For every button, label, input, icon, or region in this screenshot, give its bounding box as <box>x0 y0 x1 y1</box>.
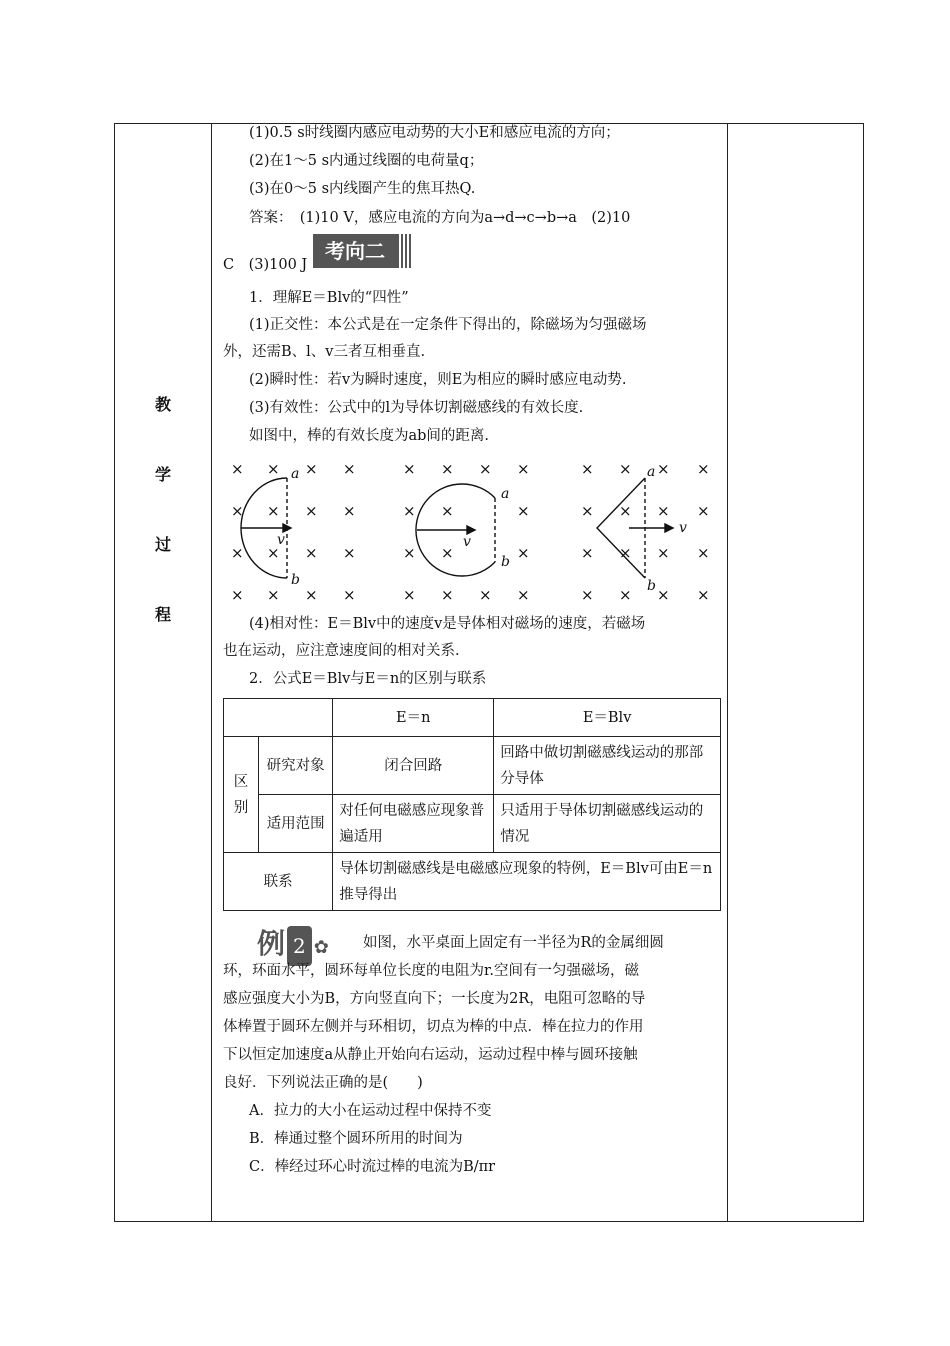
cross-mark: × <box>403 502 416 520</box>
label-a: a <box>501 486 510 502</box>
label-v: v <box>463 534 471 550</box>
table-header-cell: E＝n <box>333 699 494 737</box>
side-label-char-2: 学 <box>154 465 171 484</box>
cross-mark: × <box>657 544 670 562</box>
lesson-table-frame <box>114 123 864 1222</box>
example-line: 良好．下列说法正确的是( ) <box>223 1075 423 1091</box>
example-line: 如图，水平桌面上固定有一半径为R的金属细圆 <box>363 935 664 951</box>
cross-mark: × <box>343 586 356 604</box>
cross-mark: × <box>581 544 594 562</box>
cross-mark: × <box>517 502 530 520</box>
table-cell: 对任何电磁感应现象普遍适用 <box>333 795 494 853</box>
option-a: A．拉力的大小在运动过程中保持不变 <box>249 1103 492 1119</box>
cross-mark: × <box>267 544 280 562</box>
table-row-group-label: 区别 <box>224 737 259 853</box>
example-line: 环，环面水平，圆环每单位长度的电阻为r.空间有一匀强磁场，磁 <box>223 963 639 979</box>
paragraph-line: (1)正交性：本公式是在一定条件下得出的，除磁场为匀强磁场 <box>249 317 647 333</box>
label-a: a <box>647 464 656 480</box>
cross-mark: × <box>697 502 710 520</box>
section-badge <box>313 234 411 268</box>
comparison-table <box>223 698 721 911</box>
label-b: b <box>501 554 510 570</box>
effective-length-diagram <box>227 456 727 606</box>
paragraph-line: 也在运动，应注意速度间的相对关系. <box>223 643 460 659</box>
cross-mark: × <box>441 502 454 520</box>
side-label-char-1: 教 <box>154 395 171 414</box>
cross-mark: × <box>581 460 594 478</box>
figure-semicircle <box>241 478 291 578</box>
cross-mark: × <box>697 460 710 478</box>
paragraph-line: (4)相对性：E＝Blv中的速度v是导体相对磁场的速度，若磁场 <box>249 616 646 632</box>
table-header-cell: E＝Blv <box>494 699 721 737</box>
cross-mark: × <box>441 586 454 604</box>
label-a: a <box>291 466 300 482</box>
cross-mark: × <box>267 460 280 478</box>
cross-mark: × <box>517 544 530 562</box>
cross-mark: × <box>305 502 318 520</box>
answer-line-continued: C (3)100 J <box>223 257 308 273</box>
label-b: b <box>647 578 656 594</box>
cross-mark: × <box>517 460 530 478</box>
example-line: 感应强度大小为B，方向竖直向下；一长度为2R，电阻可忽略的导 <box>223 991 646 1007</box>
table-cell: 闭合回路 <box>333 737 494 795</box>
column-divider-left <box>211 124 212 1221</box>
question-item: (3)在0～5 s内线圈产生的焦耳热Q. <box>249 181 476 197</box>
question-item: (1)0.5 s时线圈内感应电动势的大小E和感应电流的方向； <box>249 125 620 141</box>
cross-mark: × <box>231 544 244 562</box>
column-divider-right <box>727 124 728 1221</box>
cross-mark: × <box>619 544 632 562</box>
cross-mark: × <box>231 586 244 604</box>
cross-mark: × <box>479 586 492 604</box>
cross-mark: × <box>343 502 356 520</box>
section-badge-label: 考向二 <box>313 234 397 268</box>
table-cell: 只适用于导体切割磁感线运动的情况 <box>494 795 721 853</box>
example-label: 例 <box>257 927 286 960</box>
cross-mark: × <box>305 460 318 478</box>
cross-mark: × <box>619 460 632 478</box>
table-row-label: 联系 <box>224 853 333 911</box>
side-label-char-4: 程 <box>154 605 171 624</box>
cross-mark: × <box>697 544 710 562</box>
answer-line: 答案： (1)10 V，感应电流的方向为a→d→c→b→a (2)10 <box>249 210 631 226</box>
label-v: v <box>679 520 687 536</box>
table-cell: 导体切割磁感线是电磁感应现象的特例，E＝Blv可由E＝n推导得出 <box>333 853 721 911</box>
cross-mark: × <box>657 460 670 478</box>
paragraph-line: 外，还需B、l、v三者互相垂直. <box>223 344 426 360</box>
example-line: 下以恒定加速度a从静止开始向右运动，运动过程中棒与圆环接触 <box>223 1047 638 1063</box>
paragraph-line: (3)有效性：公式中的l为导体切割磁感线的有效长度. <box>249 400 584 416</box>
cross-mark: × <box>619 502 632 520</box>
paragraph-line: 如图中，棒的有效长度为ab间的距离. <box>249 428 490 444</box>
point-title: 2．公式E＝Blv与E＝n的区别与联系 <box>249 671 487 687</box>
cross-mark: × <box>403 460 416 478</box>
cross-mark: × <box>657 502 670 520</box>
paragraph-line: (2)瞬时性：若v为瞬时速度，则E为相应的瞬时感应电动势. <box>249 372 627 388</box>
cross-mark: × <box>305 586 318 604</box>
cross-mark: × <box>517 586 530 604</box>
cross-mark: × <box>267 586 280 604</box>
side-label-char-3: 过 <box>154 535 171 554</box>
option-c: C．棒经过环心时流过棒的电流为B/πr <box>249 1159 496 1175</box>
table-row-label: 适用范围 <box>259 795 333 853</box>
cross-mark: × <box>343 544 356 562</box>
leaf-icon: ✿ <box>313 937 329 958</box>
cross-mark: × <box>403 586 416 604</box>
cross-mark: × <box>619 586 632 604</box>
point-title: 1．理解E＝Blv的“四性” <box>249 290 409 306</box>
example-line: 体棒置于圆环左侧并与环相切，切点为棒的中点．棒在拉力的作用 <box>223 1019 644 1035</box>
cross-mark: × <box>403 544 416 562</box>
cross-mark: × <box>231 460 244 478</box>
figure-major-arc <box>416 484 495 576</box>
cross-mark: × <box>441 460 454 478</box>
label-b: b <box>291 572 300 588</box>
cross-mark: × <box>479 460 492 478</box>
cross-mark: × <box>267 502 280 520</box>
cross-mark: × <box>581 586 594 604</box>
cross-mark: × <box>305 544 318 562</box>
label-v: v <box>277 532 285 548</box>
cross-mark: × <box>231 502 244 520</box>
option-b: B．棒通过整个圆环所用的时间为 <box>249 1131 463 1147</box>
cross-mark: × <box>343 460 356 478</box>
cross-mark: × <box>581 502 594 520</box>
cross-mark: × <box>657 586 670 604</box>
table-row-label: 研究对象 <box>259 737 333 795</box>
question-item: (2)在1～5 s内通过线圈的电荷量q； <box>249 153 484 169</box>
figure-v-shape <box>597 478 673 578</box>
cross-mark: × <box>697 586 710 604</box>
example-number: 2 <box>287 926 312 966</box>
table-corner-cell <box>224 699 333 737</box>
section-badge-stripes <box>397 234 411 268</box>
table-cell: 回路中做切割磁感线运动的那部分导体 <box>494 737 721 795</box>
cross-mark: × <box>441 544 454 562</box>
